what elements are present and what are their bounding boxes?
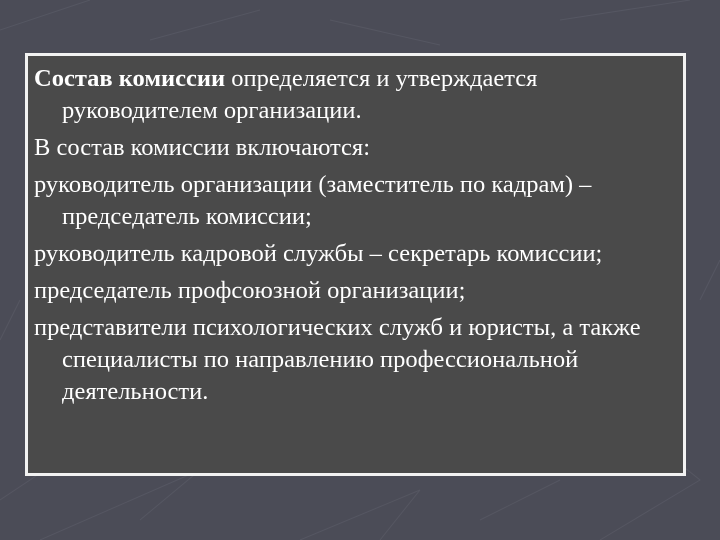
paragraph-text: определяется и утверждается руководителем организации. [62,65,538,124]
paragraph-specialists [34,312,677,408]
content-box [25,53,686,476]
paragraph-includes-heading [34,132,677,164]
paragraph-text: руководитель кадровой службы – секретарь комиссии; [34,240,603,267]
paragraph-text: представители психологических служб и юристы, а также специалисты по направлению профессиональной деятельности. [34,314,641,405]
paragraph-union-chairman [34,275,677,307]
paragraph-text: председатель профсоюзной организации; [34,277,466,304]
paragraph-text: руководитель организации (заместитель по кадрам) – председатель комиссии; [34,171,592,230]
paragraph-chairman [34,169,677,233]
paragraph-secretary [34,238,677,270]
paragraph-commission-composition [34,63,677,127]
bold-lead-text: Состав комиссии [34,65,226,92]
paragraph-text: В состав комиссии включаются: [34,134,371,161]
